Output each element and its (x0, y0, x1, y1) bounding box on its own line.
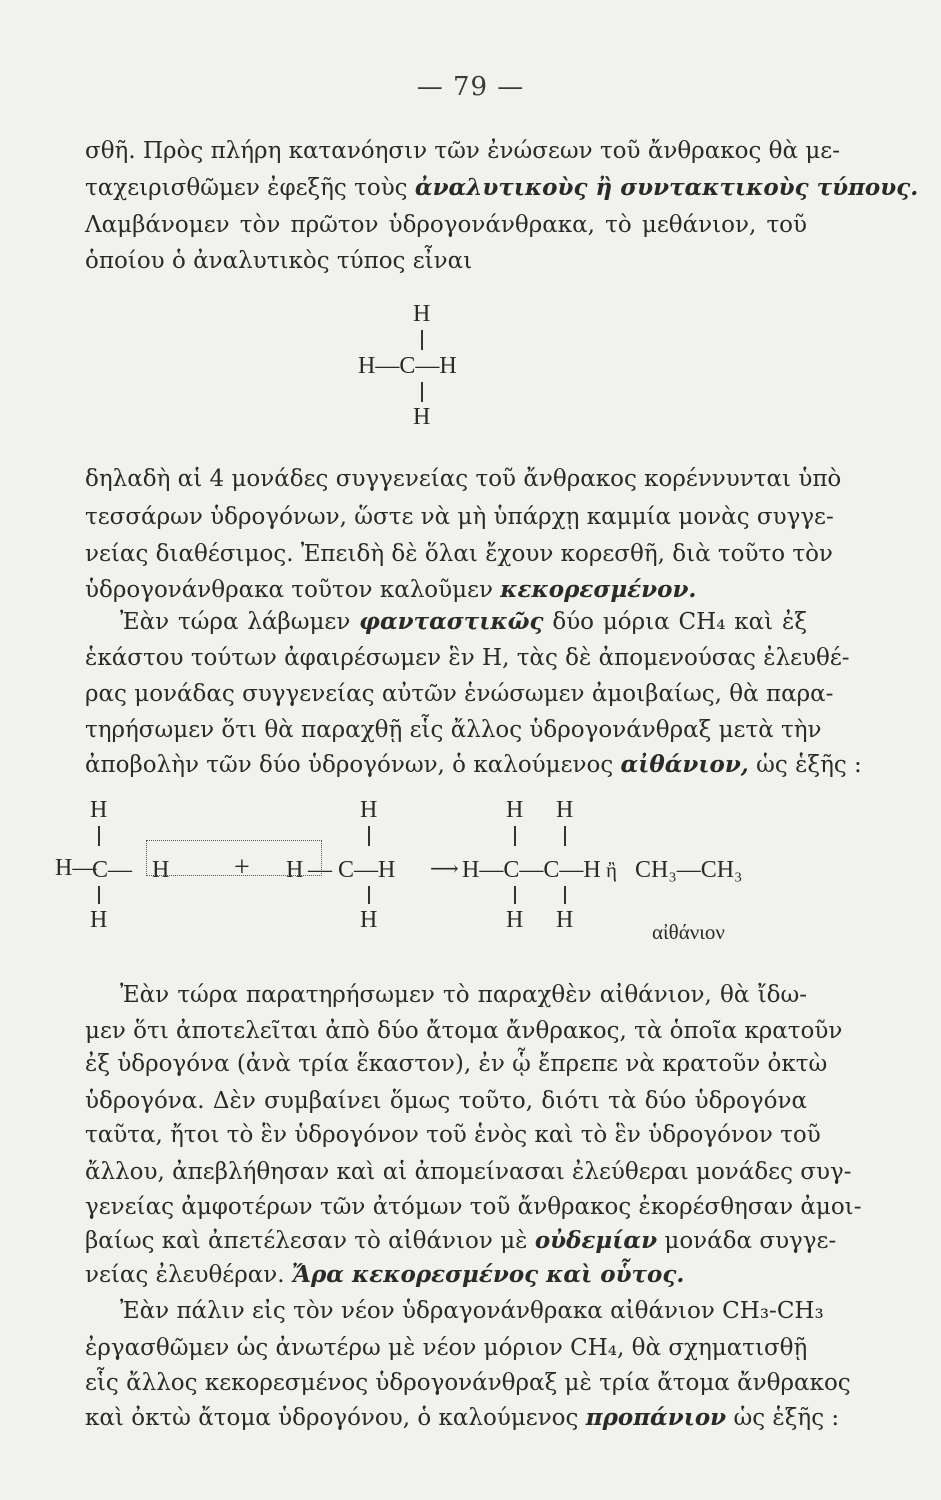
formula-atom: H (360, 907, 378, 933)
formula-atom: H (413, 301, 431, 327)
text-line: Λαμβάνομεν τὸν πρῶτον ὑδρογονάνθρακα, τὸ μεθάνιον, τοῦ (85, 212, 807, 238)
text-fragment: ὑδρογονάνθρακα τοῦτον καλοῦμεν (85, 577, 493, 603)
bond-line (368, 826, 370, 846)
text-line: ἄλλου, ἀπεβλήθησαν καὶ αἱ ἀπομείνασαι ἐλεύθεραι μονάδες συγ- (85, 1159, 852, 1185)
text-fragment: Ἐὰν τώρα λάβωμεν (120, 609, 351, 635)
text-fragment: ἀποβολὴν τῶν δύο ὑδρογόνων, ὁ καλούμενος (85, 752, 614, 778)
text-line (85, 575, 807, 605)
text-fragment: βαίως καὶ ἀπετέλεσαν τὸ αἰθάνιον μὲ (85, 1228, 528, 1254)
text-line: εἷς ἄλλος κεκορεσμένος ὑδρογονάνθραξ μὲ τρία ἄτομα ἄνθρακος (85, 1370, 851, 1396)
bond-line (514, 826, 516, 846)
bond-line (421, 382, 423, 402)
formula-atom: C— (92, 857, 133, 883)
formula-atom: H— (55, 855, 97, 881)
bond-line (564, 886, 566, 904)
text-line (85, 173, 919, 203)
text-fragment: ταχειρισθῶμεν ἐφεξῆς τοὺς (85, 175, 408, 201)
text-line: ἐργασθῶμεν ὡς ἀνωτέρω μὲ νέον μόριον CH₄, θὰ σχηματισθῇ (85, 1335, 808, 1361)
bond-line (564, 826, 566, 846)
text-line: γενείας ἀμφοτέρων τῶν ἀτόμων τοῦ ἄνθρακος ἐκορέσθησαν ἀμοι- (85, 1194, 862, 1220)
text-line: τηρήσωμεν ὅτι θὰ παραχθῇ εἷς ἄλλος ὑδρογονάνθραξ μετὰ τὴν (85, 717, 822, 743)
text-fragment: καὶ ὀκτὼ ἄτομα ὑδρογόνου, ὁ καλούμενος (85, 1405, 579, 1431)
bond-line (368, 886, 370, 904)
text-fragment: ὡς ἑξῆς : (733, 1405, 840, 1431)
text-line: σθῆ. Πρὸς πλήρη κατανόησιν τῶν ἐνώσεων τοῦ ἄνθρακος θὰ με- (85, 138, 840, 164)
page-number: — 79 — (416, 72, 525, 102)
text-line: Ἐὰν τώρα παρατηρήσωμεν τὸ παραχθὲν αἰθάνιον, θὰ ἴδω- (120, 982, 807, 1008)
text-line: νείας διαθέσιμος. Ἐπειδὴ δὲ ὅλαι ἔχουν κορεσθῆ, διὰ τοῦτο τὸν (85, 541, 833, 567)
text-line: ἑκάστου τούτων ἀφαιρέσωμεν ἓν H, τὰς δὲ ἀπομενούσας ἐλευθέ- (85, 645, 850, 671)
formula-atom: H (360, 797, 378, 823)
text-line: δηλαδὴ αἱ 4 μονάδες συγγενείας τοῦ ἄνθρακος κορέννυνται ὑπὸ (85, 466, 842, 492)
text-line (120, 607, 807, 637)
text-fragment: ὡς ἑξῆς : (756, 752, 862, 778)
formula-atom: H (90, 907, 108, 933)
bond-line (98, 826, 100, 846)
text-line (85, 1226, 837, 1256)
emphasis-text: κεκορεσμένον. (500, 576, 697, 603)
emphasis-text: φανταστικῶς (359, 608, 544, 635)
emphasis-text: ἀναλυτικοὺς ἢ συντακτικοὺς τύπους. (414, 174, 919, 201)
bond-line (421, 330, 423, 350)
text-line: ὁποίου ὁ ἀναλυτικὸς τύπος εἶναι (85, 248, 473, 274)
formula-row: — C—H (308, 857, 396, 883)
condensed-formula: CH₃—CH₃ (635, 857, 743, 883)
formula-atom: H (152, 857, 170, 883)
text-line (85, 750, 862, 780)
formula-atom: H (286, 857, 304, 883)
or-word: ἢ (606, 858, 617, 882)
arrow-icon: ⟶ (430, 858, 459, 880)
formula-row: H—C—H (358, 353, 457, 379)
emphasis-text: Ἄρα κεκορεσμένος καὶ οὗτος. (291, 1261, 685, 1288)
formula-atom: H (413, 404, 431, 430)
formula-atom: H (556, 907, 574, 933)
bond-line (98, 886, 100, 904)
text-fragment: νείας ἐλευθέραν. (85, 1262, 285, 1288)
text-line: τεσσάρων ὑδρογόνων, ὥστε νὰ μὴ ὑπάρχῃ καμμία μονὰς συγγε- (85, 504, 834, 530)
formula-atom: H (506, 907, 524, 933)
text-line: ὑδρογόνα. Δὲν συμβαίνει ὅμως τοῦτο, διότι τὰ δύο ὑδρογόνα (85, 1088, 807, 1114)
emphasis-text: προπάνιον (585, 1404, 727, 1431)
emphasis-text: αἰθάνιον, (620, 751, 749, 778)
bond-line (514, 886, 516, 904)
text-line: ρας μονάδας συγγενείας αὐτῶν ἑνώσωμεν ἀμοιβαίως, θὰ παρα- (85, 681, 834, 707)
formula-atom: H (90, 797, 108, 823)
plus-sign: + (234, 852, 250, 883)
text-line (85, 1403, 840, 1433)
text-line: μεν ὅτι ἀποτελεῖται ἀπὸ δύο ἄτομα ἄνθρακος, τὰ ὁποῖα κρατοῦν (85, 1018, 843, 1044)
text-fragment: μονάδα συγγε- (664, 1228, 837, 1254)
compound-name: αἰθάνιον (652, 920, 725, 944)
formula-row: H—C—C—H (462, 857, 601, 883)
formula-atom: H (556, 797, 574, 823)
emphasis-text: οὐδεμίαν (534, 1227, 658, 1254)
formula-atom: H (506, 797, 524, 823)
text-fragment: δύο μόρια CH₄ καὶ ἐξ (552, 609, 807, 635)
text-line: Ἐὰν πάλιν εἰς τὸν νέον ὑδραγονάνθρακα αἰθάνιον CH₃-CH₃ (120, 1298, 824, 1324)
text-line: ταῦτα, ἤτοι τὸ ἓν ὑδρογόνον τοῦ ἑνὸς καὶ τὸ ἓν ὑδρογόνον τοῦ (85, 1122, 821, 1148)
text-line (85, 1260, 807, 1290)
text-line: ἐξ ὑδρογόνα (ἀνὰ τρία ἕκαστον), ἐν ᾧ ἔπρεπε νὰ κρατοῦν ὀκτὼ (85, 1051, 828, 1077)
